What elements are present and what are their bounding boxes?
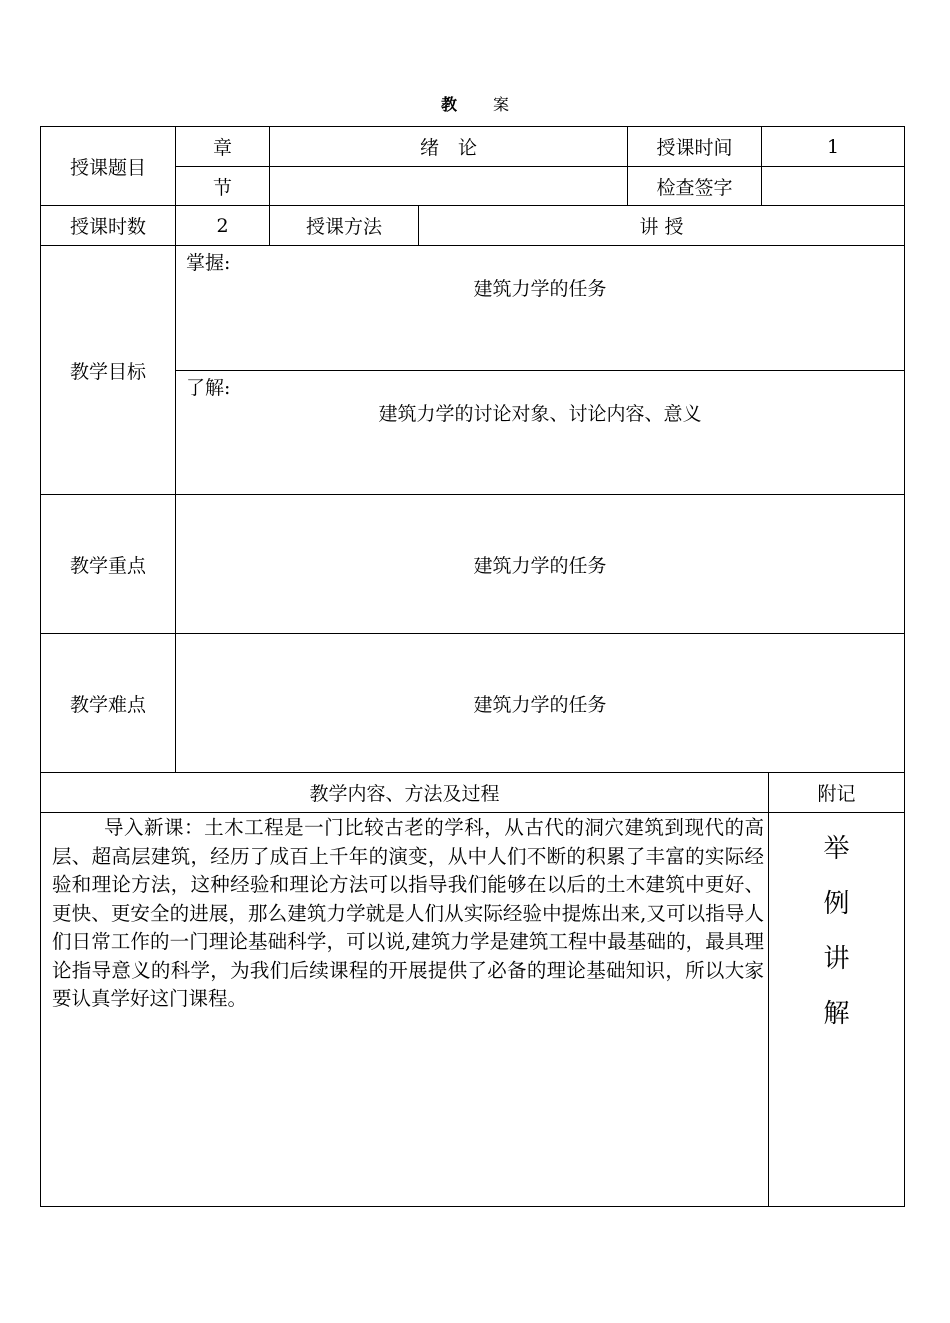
difficult-points-label: 教学难点 <box>69 693 146 716</box>
rule <box>904 126 905 1207</box>
understand-value: 建筑力学的讨论对象、讨论内容、意义 <box>378 402 702 425</box>
check-signature-label: 检查签字 <box>656 176 733 199</box>
note-char: 举 <box>823 834 850 864</box>
chapter-value: 绪 论 <box>419 137 477 159</box>
key-points-value: 建筑力学的任务 <box>473 554 607 577</box>
content-header: 教学内容、方法及过程 <box>309 783 500 805</box>
master-value: 建筑力学的任务 <box>473 277 607 300</box>
class-hours-value: 2 <box>216 214 229 237</box>
course-topic-label: 授课题目 <box>69 156 146 179</box>
title-char-2: 案 <box>493 95 510 114</box>
key-points-label: 教学重点 <box>69 554 146 577</box>
rule <box>40 1206 905 1207</box>
document-title <box>0 92 950 115</box>
teaching-method-label: 授课方法 <box>305 216 382 238</box>
rule <box>175 370 905 371</box>
class-time-label: 授课时间 <box>656 137 733 159</box>
notes-header: 附记 <box>817 783 856 805</box>
note-char: 例 <box>823 889 850 919</box>
title-char-1: 教 <box>440 95 457 114</box>
chapter-label: 章 <box>212 137 232 159</box>
content-body: 导入新课：土木工程是一门比较古老的学科，从古代的洞穴建筑到现代的高层、超高层建筑，经历了成百上千年的演变，从中人们不断的积累了丰富的实际经验和理论方法，这种经验和理论方法可以指导我们能够在以后的土木建筑中更好、更快、更安全的进展，那么建筑力学就是人们从实际经验中提炼出来,又可以指导人们日常工作的一门理论基础科学，可以说,建筑力学是建筑工程中最基础的，最具理论指导意义的科学，为我们后续课程的开展提供了必备的理论基础知识，所以大家要认真学好这门课程。 <box>52 816 764 1010</box>
notes-body <box>770 822 903 1042</box>
difficult-points-value: 建筑力学的任务 <box>473 693 607 716</box>
objectives-label: 教学目标 <box>69 360 146 383</box>
teaching-method-value: 讲 授 <box>639 216 684 238</box>
rule <box>768 772 769 1206</box>
master-label: 掌握: <box>186 252 231 274</box>
check-signature-value <box>762 167 904 205</box>
section-label: 节 <box>212 176 232 199</box>
understand-label: 了解: <box>186 377 231 399</box>
section-value <box>270 167 627 205</box>
note-char: 解 <box>823 999 850 1029</box>
note-char: 讲 <box>823 944 850 974</box>
rule <box>40 812 905 813</box>
class-time-value: 1 <box>826 135 840 158</box>
class-hours-label: 授课时数 <box>69 216 146 238</box>
